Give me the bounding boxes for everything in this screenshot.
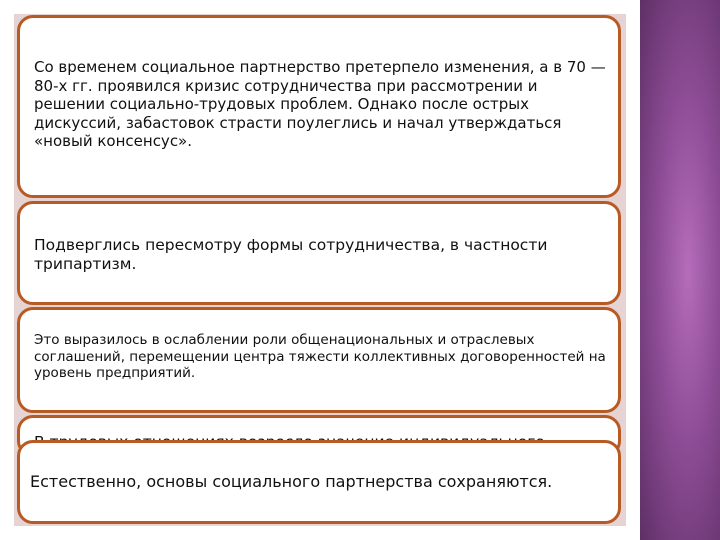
text-card-5 [17, 440, 621, 524]
card-5-text: Естественно, основы социального партнерства сохраняются. [30, 472, 553, 491]
text-card-1 [17, 15, 621, 198]
card-1-text: Со временем социальное партнерство претерпело изменения, а в 70 —80-х гг. проявился кризис сотрудничества при рассмотрении и решении социально-трудовых проблем. Однако после острых дискуссий, забастовок страсти поулеглись и начал утверждаться «новый консенсус». [34, 58, 606, 150]
card-2-text: Подверглись пересмотру формы сотрудничества, в частности трипартизм. [34, 236, 548, 273]
card-3-text: Это выразилось в ослаблении роли общенациональных и отраслевых соглашений, перемещении центра тяжести коллективных договоренностей на уровень предприятий. [34, 332, 606, 381]
text-card-2 [17, 201, 621, 305]
decorative-side-band [640, 0, 720, 540]
text-card-3 [17, 307, 621, 413]
